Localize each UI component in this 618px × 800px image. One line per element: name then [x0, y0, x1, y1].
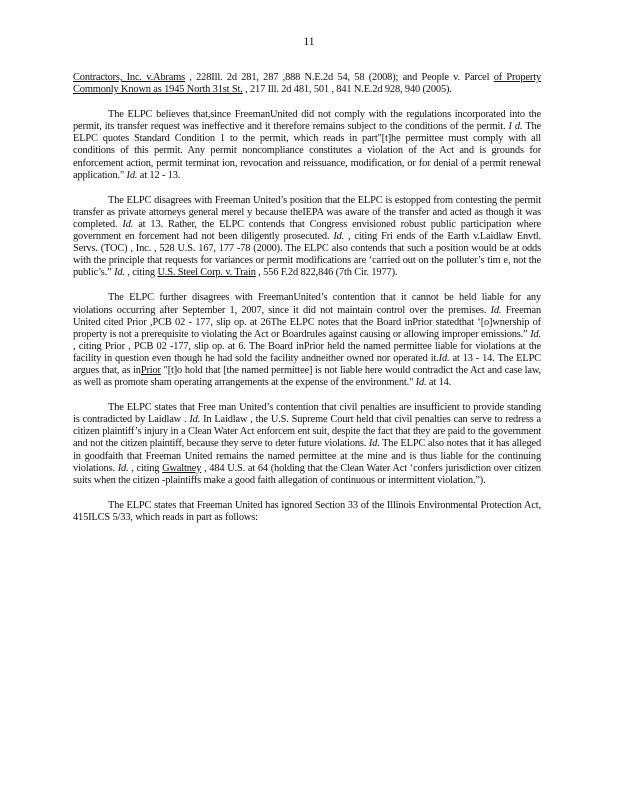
id-citation: Id.: [126, 169, 138, 181]
text-run: , 228Ill. 2d 281, 287 ,888 N.E.2d 54, 58 (2008); and People v. Parcel: [185, 72, 494, 83]
id-citation: Id.: [333, 231, 345, 243]
page-number: 11: [303, 36, 315, 48]
text-run: The ELPC quotes Standard Condition 1 to the permit, which reads in part"[t]he permittee must comply with all conditions of this permit. Any permit noncompliance constitutes a violation of the Act and is grounds for enforcement action, permit terminat ion, revocation and reissuance, modification, or for denial of a permit renewal application.": [73, 121, 541, 181]
case-citation: Prior: [140, 364, 161, 376]
paragraph: [73, 72, 541, 96]
text-run: The ELPC disagrees with Freeman United’s position that the ELPC is estopped from contesting the permit transfer as private attorneys general merel y because theIEPA was aware of the transfer and acted as though it was completed.: [73, 194, 541, 230]
text-run: "[t]o hold that [the named permittee] is not liable here would contradict the Act and case law, as well as promote sham operating arrangements at the expense of the environment.": [73, 364, 541, 389]
id-citation: I d.: [508, 121, 523, 133]
id-citation: Id.: [530, 328, 541, 340]
paragraph: [73, 402, 541, 487]
text-run: The ELPC believes that,since FreemanUnited did not comply with the regulations incorporated into the permit, its transfer request was ineffective and it therefore remains subject to the conditions of the permit.: [73, 109, 541, 133]
text-run: , citing: [128, 462, 163, 474]
id-citation: Id.: [438, 352, 450, 364]
id-citation: Id.: [415, 377, 427, 389]
text-run: The ELPC further disagrees with FreemanUnited’s contention that it cannot be held liable for any violations occurring after September 1, 2007, since it did not maintain control over the premises.: [73, 292, 541, 316]
paragraph: [73, 292, 541, 389]
text-run: , citing: [124, 267, 158, 279]
case-citation: Contractors, Inc. v.Abrams: [73, 72, 186, 83]
text-run: , 556 F.2d 822,846 (7th Cir. 1977).: [255, 267, 398, 279]
text-run: Freeman United cited Prior ,PCB 02 - 177, slip op. at 26The ELPC notes that the Board inPrior statedthat ‘[o]wnership of property is not a prerequisite to violating the Act or Boardrules against causing or allowing improper emissions.”: [73, 304, 541, 340]
text-run: at 12 - 13.: [137, 169, 181, 181]
id-citation: Id.: [114, 267, 125, 279]
text-run: The ELPC states that Freeman United has ignored Section 33 of the Illinois Environmental Protection Act, 415ILCS 5/33, which reads in part as follows:: [73, 499, 541, 523]
text-run: at 13 - 14. The ELPC argues that, as in: [73, 352, 541, 376]
text-run: The ELPC states that Free man United’s contention that civil penalties are insufficient to provide standing is contradicted by Laidlaw .: [73, 402, 541, 426]
text-run: , 484 U.S. at 64 (holding that the Clean Water Act ‘confers jurisdiction over citizen suits when the citizen -plaintiffs make a good faith allegation of continuous or intermittent violation.”).: [73, 462, 541, 486]
text-run: , citing Prior , PCB 02 -177, slip op. at 6. The Board inPrior held the named permittee liable for violations at the facility in question even though he had sold the facility andneither owned nor operated it.: [73, 340, 541, 364]
id-citation: Id.: [117, 462, 129, 474]
document-body: [73, 72, 541, 537]
id-citation: Id.: [490, 304, 502, 316]
text-run: , 217 Ill. 2d 481, 501 , 841 N.E.2d 928, 940 (2005).: [242, 84, 452, 96]
case-citation: U.S. Steel Corp. v. Train: [157, 267, 256, 279]
paragraph: [73, 195, 541, 280]
text-run: at 13. Rather, the ELPC contends that Congress envisioned robust public participation where government en forcement had not been diligently prosecuted.: [73, 218, 541, 243]
text-run: In Laidlaw , the U.S. Supreme Court held that civil penalties can serve to redress a citizen plaintiff’s injury in a Clean Water Act enforcem ent suit, despite the fact that they are paid to the government and not the citizen plaintiff, because they serve to deter future violations.: [73, 414, 542, 450]
case-citation: Gwaltney: [162, 462, 202, 474]
case-citation: of Property Commonly Known as 1945 North 31st St.: [73, 72, 541, 96]
id-citation: Id.: [368, 438, 380, 450]
paragraph: [73, 109, 541, 182]
text-run: at 14.: [426, 377, 452, 389]
id-citation: Id.: [189, 414, 201, 426]
paragraph: [73, 500, 541, 524]
text-run: , citing Fri ends of the Earth v.Laidlaw Envtl. Servs. (TOC) , Inc. , 528 U.S. 167, 177 -78 (2000). The ELPC also contends that such a position would be at odds with the principle that requests for variances or permit modifications are ‘carried out on the polluter’s tim e, not the public’s.”: [73, 231, 541, 279]
id-citation: Id.: [122, 218, 134, 230]
text-run: The ELPC also notes that it has alleged in goodfaith that Freeman United remains the named permittee at the mine and is thus liable for the continuing violations.: [73, 438, 541, 474]
